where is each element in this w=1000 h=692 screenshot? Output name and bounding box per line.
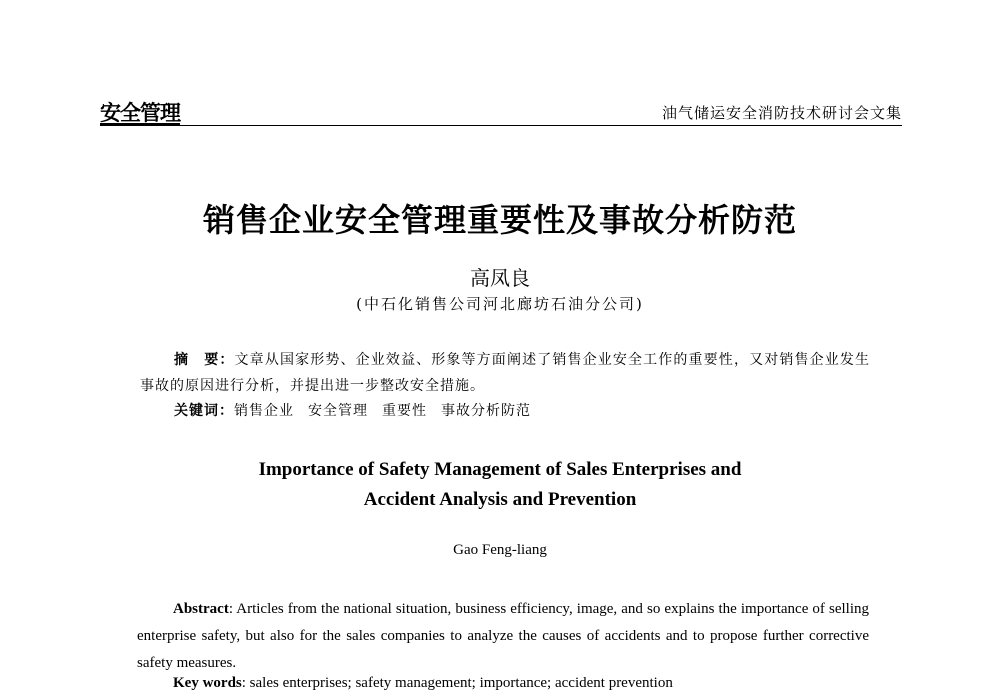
abstract-en-label: Abstract xyxy=(173,601,229,617)
keywords-en: Key words: sales enterprises; safety management; importance; accident prevention xyxy=(173,675,673,691)
abstract-cn-text: 文章从国家形势、企业效益、形象等方面阐述了销售企业安全工作的重要性，又对销售企业发生事故的原因进行分析，并提出进一步整改安全措施。 xyxy=(140,352,871,394)
journal-name: 油气储运安全消防技术研讨会文集 xyxy=(661,104,902,122)
keyword-cn: 销售企业 xyxy=(234,403,294,419)
section-label: 安全管理 xyxy=(100,101,180,125)
abstract-cn-label: 摘 要： xyxy=(174,352,235,368)
keyword-cn: 重要性 xyxy=(382,403,427,419)
keywords-cn-label: 关键词： xyxy=(174,403,234,419)
keywords-en-text: sales enterprises; safety management; importance; accident prevention xyxy=(249,675,673,691)
paper-title-cn: 销售企业安全管理重要性及事故分析防范 xyxy=(202,201,797,239)
keywords-cn xyxy=(174,400,545,420)
author-en: Gao Feng-liang xyxy=(453,542,547,558)
keyword-cn: 安全管理 xyxy=(308,403,368,419)
keyword-cn: 事故分析防范 xyxy=(441,403,531,419)
paper-title-en-line2: Accident Analysis and Prevention xyxy=(363,489,637,510)
abstract-en: Abstract: Articles from the national situation, business efficiency, image, and so explains the importance of selling enterprise safety, but also for the sales companies to analyze the causes of accidents and to propose further corrective safety measures. xyxy=(137,601,869,671)
affiliation-cn: (中石化销售公司河北廊坊石油分公司) xyxy=(356,295,644,313)
abstract-cn xyxy=(140,347,870,399)
author-cn: 高凤良 xyxy=(470,266,530,290)
abstract-en-text: Articles from the national situation, business efficiency, image, and so explains the importance of selling enterprise safety, but also for the sales companies to analyze the causes of accidents and to propose further corrective safety measures. xyxy=(137,601,869,671)
paper-title-en-line1: Importance of Safety Management of Sales Enterprises and xyxy=(258,459,742,480)
header-rule xyxy=(100,125,902,126)
keywords-en-label: Key words xyxy=(173,675,242,691)
paper-title-en xyxy=(0,455,1000,515)
